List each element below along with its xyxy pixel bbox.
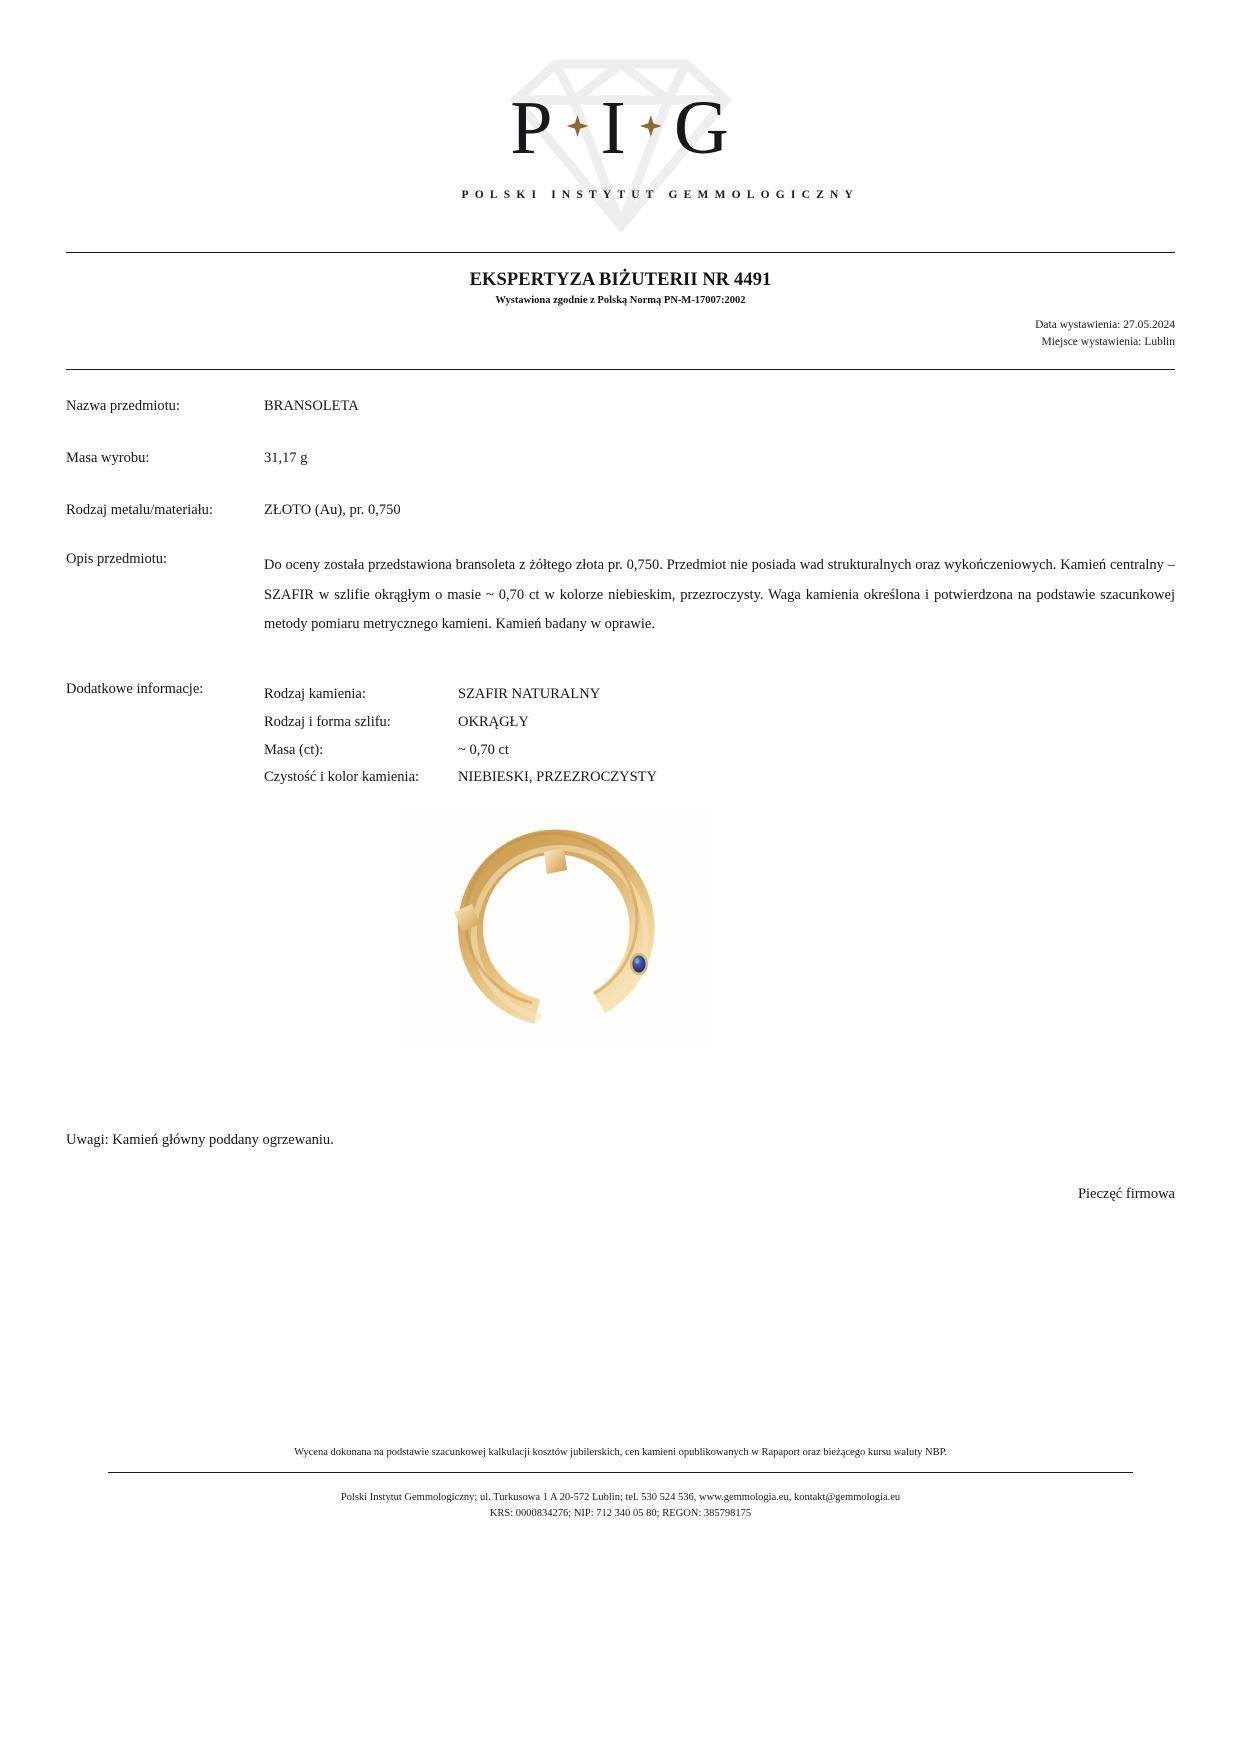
footer-address-line: Polski Instytut Gemmologiczny; ul. Turkusowa 1 A 20-572 Lublin; tel. 530 524 536, www.gemmologia.eu, kontakt@gemmologia.eu (340, 1492, 901, 1503)
issue-meta (1035, 317, 1175, 350)
page-title: EKSPERTYZA BIŻUTERII NR 4491 (469, 270, 772, 290)
field-value-metal: ZŁOTO (Au), pr. 0,750 (264, 502, 401, 518)
logo-letter-p: P (510, 86, 555, 170)
additional-info-value: ~ 0,70 ct (458, 741, 509, 758)
field-value-mass: 31,17 g (264, 450, 308, 466)
additional-info-key: Czystość i kolor kamienia: (264, 769, 420, 786)
issue-place: Miejsce wystawienia: Lublin (1041, 335, 1175, 348)
gold-bangle-bracelet-image (402, 808, 710, 1043)
footer-contact (0, 1490, 1241, 1522)
footer-registration-line: KRS: 0000834276; NIP: 712 340 05 80; REGON: 385798175 (489, 1507, 752, 1519)
logo-letter-i: I (600, 86, 628, 170)
logo-letter-g: G (673, 86, 731, 170)
field-value-name: BRANSOLETA (264, 398, 359, 414)
additional-info-label: Dodatkowe informacje: (66, 681, 204, 697)
item-photo (402, 808, 710, 1043)
footer-valuation-note: Wycena dokonana na podstawie szacunkowej kalkulacji kosztów jubilerskich, cen kamieni opublikowanych w Rapaport oraz bieżącego kursu waluty NBP. (294, 1447, 947, 1458)
field-label-metal: Rodzaj metalu/materiału: (66, 502, 213, 518)
divider-top (66, 252, 1175, 253)
field-value-description: Do oceny została przedstawiona bransoleta z żółtego złota pr. 0,750. Przedmiot nie posiada wad strukturalnych oraz wykończeniowych. Kamień centralny – SZAFIR w szlifie okrągłym o masie ~ 0,70 ct w kolorze niebieskim, przezroczysty. Waga kamienia określona i potwierdzona na podstawie szacunkowej metody pomiaru metrycznego kamieni. Kamień badany w oprawie. (264, 557, 1175, 633)
logo-lettermark (456, 86, 786, 170)
field-item-metal (66, 502, 1175, 519)
issue-date: Data wystawienia: 27.05.2024 (1035, 319, 1175, 331)
remarks-text: Uwagi: Kamień główny poddany ogrzewaniu. (66, 1132, 334, 1148)
additional-info-key: Rodzaj kamienia: (264, 686, 366, 702)
additional-info-table (264, 681, 1175, 792)
table-row (264, 681, 1175, 709)
additional-info-value: SZAFIR NATURALNY (458, 686, 601, 702)
field-item-mass (66, 450, 1175, 467)
table-row (264, 764, 1175, 792)
field-label-name: Nazwa przedmiotu: (66, 398, 180, 414)
table-row (264, 709, 1175, 737)
additional-info-key: Masa (ct): (264, 741, 324, 758)
field-label-mass: Masa wyrobu: (66, 450, 150, 466)
logo-subtitle: POLSKI INSTYTUT GEMMOLOGICZNY (461, 189, 859, 201)
field-label-description: Opis przedmiotu: (66, 551, 168, 567)
logo-block (0, 52, 1241, 237)
field-item-name (66, 398, 1175, 415)
title-block (0, 270, 1241, 306)
divider-middle (66, 369, 1175, 370)
divider-footer (108, 1472, 1133, 1473)
page-subtitle: Wystawiona zgodnie z Polską Normą PN-M-17007:2002 (495, 295, 746, 306)
additional-info-block (66, 681, 1175, 792)
table-row (264, 737, 1175, 765)
diamond-sparkle-icon (638, 113, 664, 139)
additional-info-value: OKRĄGŁY (458, 713, 529, 730)
company-stamp-label: Pieczęć firmowa (1077, 1186, 1175, 1202)
additional-info-key: Rodzaj i forma szlifu: (264, 713, 391, 730)
additional-info-value: NIEBIESKI, PRZEZROCZYSTY (458, 769, 657, 786)
field-item-description (66, 551, 1175, 640)
diamond-sparkle-icon (565, 113, 591, 139)
